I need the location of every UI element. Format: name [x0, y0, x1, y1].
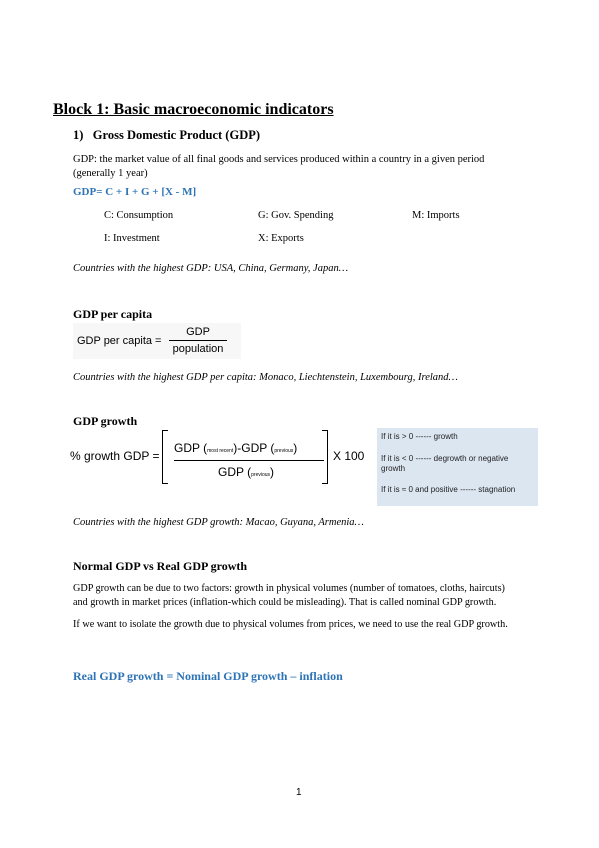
per-capita-formula [73, 323, 241, 359]
denominator-sub-previous: previous [251, 472, 271, 478]
component-i: I: Investment [104, 233, 160, 244]
growth-numerator [174, 441, 297, 455]
section-title [73, 128, 260, 143]
growth-lhs: % growth GDP = [70, 449, 160, 463]
numerator-gdp1: GDP ( [174, 441, 208, 455]
per-capita-numerator: GDP [186, 326, 210, 338]
nominal-real-paragraph1 [73, 582, 505, 610]
block-title: Block 1: Basic macroeconomic indicators [53, 101, 334, 118]
gdp-definition [73, 153, 553, 181]
per-capita-lhs: GDP per capita = [77, 335, 162, 347]
nominal-real-heading: Normal GDP vs Real GDP growth [73, 559, 248, 573]
numerator-end: ) [293, 441, 298, 455]
growth-heading: GDP growth [73, 414, 138, 428]
component-m: M: Imports [412, 210, 460, 221]
component-c: C: Consumption [104, 210, 174, 221]
fraction-bar [169, 340, 227, 341]
per-capita-heading: GDP per capita [73, 307, 153, 321]
gdp-definition-line2: (generally 1 year) [73, 168, 148, 179]
numerator-sub-recent: most recent [207, 448, 234, 454]
note-stagnation: If it is ≈ 0 and positive ------ stagnation [381, 485, 516, 494]
note-growth: If it is > 0 ------ growth [381, 432, 458, 441]
gdp-definition-line1: GDP: the market value of all final goods and services produced within a country in a given period [73, 154, 485, 165]
nominal-real-paragraph2: If we want to isolate the growth due to physical volumes from prices, we need to use the real GDP growth. [73, 619, 508, 630]
real-gdp-formula: Real GDP growth = Nominal GDP growth – inflation [73, 669, 343, 683]
highest-per-capita-countries: Countries with the highest GDP per capita: Monaco, Liechtenstein, Luxembourg, Ireland… [73, 372, 458, 383]
per-capita-denominator: population [172, 343, 224, 355]
growth-fraction-bar [174, 460, 324, 461]
section-title-text: Gross Domestic Product (GDP) [92, 128, 261, 142]
growth-formula [70, 428, 370, 488]
note-degrowth: If it is < 0 ------ degrowth or negative [381, 454, 509, 463]
growth-multiplier: X 100 [333, 449, 365, 463]
highest-growth-countries: Countries with the highest GDP growth: Macao, Guyana, Armenia… [73, 517, 364, 528]
section-number: 1) [73, 128, 84, 142]
component-x: X: Exports [258, 233, 304, 244]
denominator-gdp: GDP ( [218, 465, 252, 479]
page-number: 1 [296, 787, 302, 798]
growth-interpretation-box [377, 428, 538, 506]
gdp-formula: GDP= C + I + G + [X - M] [73, 186, 197, 198]
paragraph1-line2: and growth in market prices (inflation-which could be misleading). That is called nominal GDP growth. [73, 597, 497, 608]
denominator-end: ) [270, 465, 275, 479]
component-g: G: Gov. Spending [258, 210, 334, 221]
numerator-sub-previous: previous [274, 448, 294, 454]
highest-gdp-countries: Countries with the highest GDP: USA, China, Germany, Japan… [73, 263, 349, 274]
numerator-mid: )-GDP ( [233, 441, 275, 455]
left-bracket [162, 430, 168, 484]
right-bracket [322, 430, 328, 484]
note-degrowth-cont: growth [381, 464, 406, 473]
growth-denominator [218, 465, 274, 479]
paragraph1-line1: GDP growth can be due to two factors: growth in physical volumes (number of tomatoes, cloths, haircuts) [73, 583, 505, 594]
